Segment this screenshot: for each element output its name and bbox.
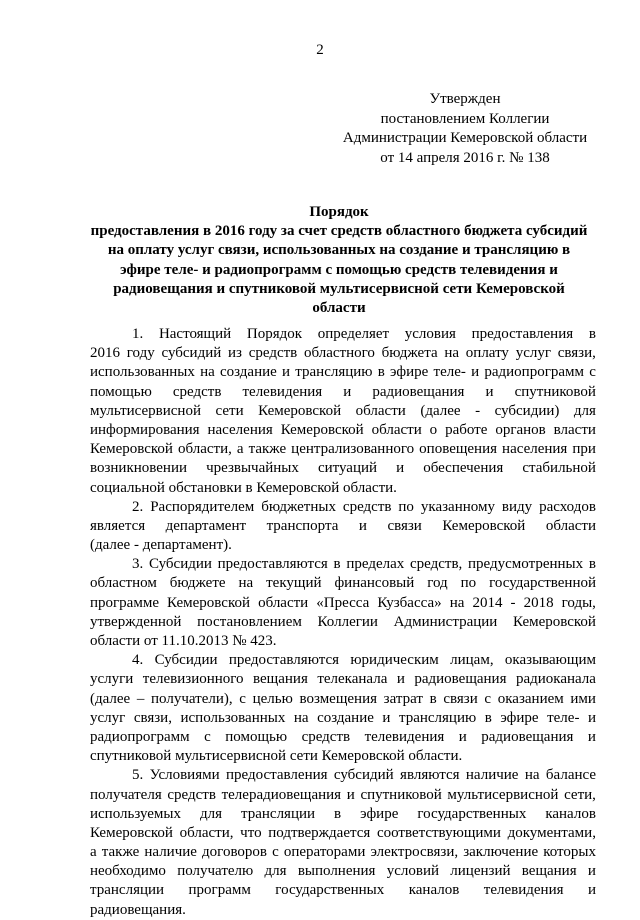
paragraph [90,555,596,651]
paragraph-line: (далее – получатели), с целью возмещения затрат в связи с оказанием ими [90,690,596,707]
paragraph-line: областном бюджете на текущий финансовый год по государственной [90,575,596,592]
document-body [90,325,596,920]
paragraph-line: информирования населения Кемеровской области о работе органов власти [90,421,596,438]
page-number: 2 [316,42,324,58]
paragraph-line: помощью средств телевидения и радиовещания и спутниковой [90,383,596,400]
paragraph-line: 2016 году субсидий из средств областного бюджета на оплату услуг связи, [90,345,596,362]
document-title [80,203,598,318]
approval-line: Администрации Кемеровской области [342,130,588,146]
paragraph [90,498,596,556]
paragraph-line: является департамент транспорта и связи Кемеровской области [90,517,596,534]
paragraph [90,651,596,766]
title-line: предоставления в 2016 году за счет средств областного бюджета субсидий [90,223,588,240]
paragraph-line: используемых для трансляции в эфире государственных каналов [90,805,596,822]
paragraph-line: 5. Условиями предоставления субсидий являются наличие на балансе [132,767,596,784]
paragraph-line: радиопрограмм с помощью средств телевидения и радиовещания и [90,728,596,745]
paragraph-line: 1. Настоящий Порядок определяет условия предоставления в [132,326,596,342]
paragraph-line: Кемеровской области, что подтверждается соответствующими документами, [90,824,596,841]
paragraph-line: услуг связи, использованных на создание и трансляцию в эфире теле- и [90,709,596,726]
paragraph-line: программе Кемеровской области «Пресса Кузбасса» на 2014 - 2018 годы, [90,594,596,611]
paragraph-line: возникновении чрезвычайных ситуаций и обеспечения стабильной [90,460,596,477]
paragraph-line: трансляции программ государственных каналов телевидения и [90,882,596,899]
paragraph-line: социальной обстановки в Кемеровской области. [90,479,397,496]
approval-stamp [340,90,590,168]
paragraph-line: утвержденной постановлением Коллегии Администрации Кемеровской [90,613,596,630]
paragraph-line: услуги телевизионного вещания телеканала и радиовещания радиоканала [90,671,596,688]
paragraph [90,325,596,498]
paragraph-line: получателя средств телерадиовещания и спутниковой мультисервисной сети, [90,786,596,803]
title-line: радиовещания и спутниковой мультисервисной сети Кемеровской [113,280,565,297]
paragraph-line: (далее - департамент). [90,537,232,554]
paragraph-line: а также наличие договоров с операторами электросвязи, заключение которых [90,844,596,861]
approval-line: постановлением Коллегии [380,110,550,127]
paragraph-line: спутниковой мультисервисной сети Кемеровской области. [90,748,463,765]
paragraph [90,766,596,920]
paragraph-line: области от 11.10.2013 № 423. [90,633,277,649]
approval-line: от 14 апреля 2016 г. № 138 [380,149,550,166]
title-line: Порядок [309,204,369,220]
paragraph-line: необходимо получателю для выполнения условий лицензий вещания и [90,863,596,880]
paragraph-line: 4. Субсидии предоставляются юридическим лицам, оказывающим [132,652,596,669]
paragraph-line: использованных на создание и трансляцию в эфире теле- и радиопрограмм с [90,364,596,381]
title-line: на оплату услуг связи, использованных на создание и трансляцию в [107,242,571,259]
title-line: эфире теле- и радиопрограмм с помощью средств телевидения и [120,261,558,278]
paragraph-line: Кемеровской области, а также централизованного оповещения населения при [90,441,596,458]
paragraph-line: радиовещания. [90,901,186,918]
paragraph-line: мультисервисной сети Кемеровской области (далее - субсидии) для [90,402,596,419]
paragraph-line: 3. Субсидии предоставляются в пределах средств, предусмотренных в [132,556,596,573]
title-line: области [312,300,366,317]
approval-line: Утвержден [429,91,501,107]
paragraph-line: 2. Распорядителем бюджетных средств по указанному виду расходов [132,498,596,515]
